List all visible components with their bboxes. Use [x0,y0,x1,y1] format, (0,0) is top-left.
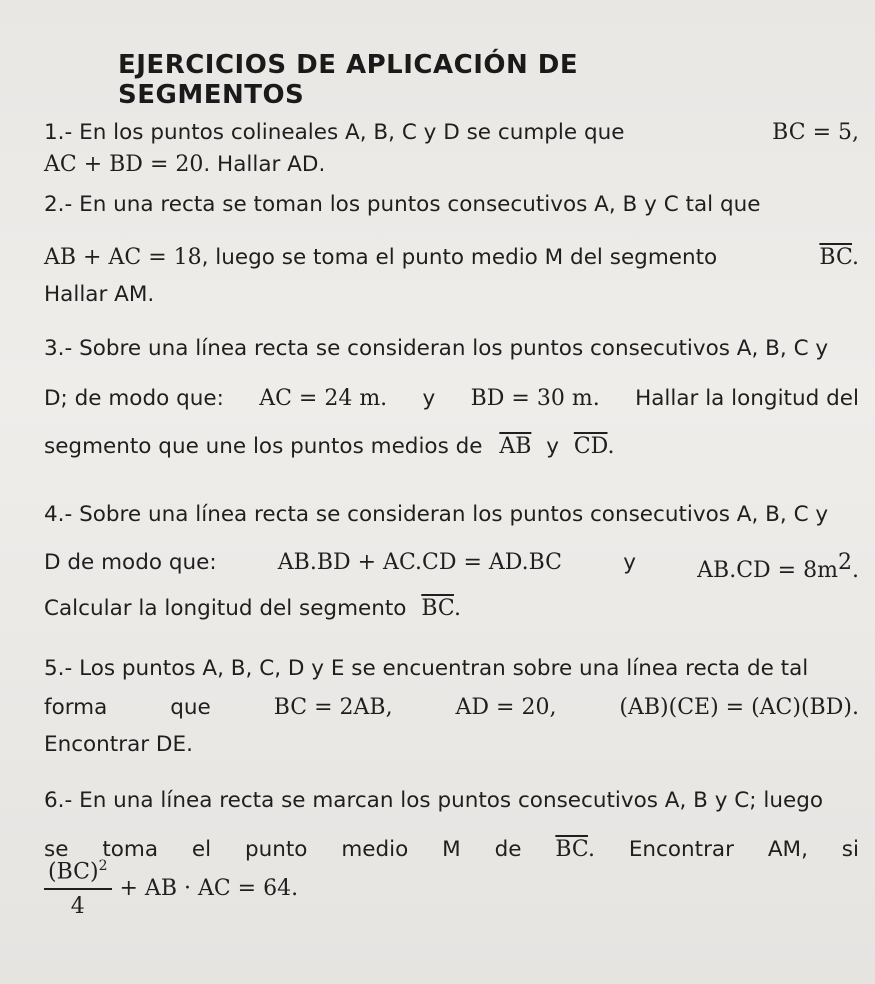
exercise-5-question: Encontrar DE. [44,732,193,757]
exercise-4-line-1: 4.- Sobre una línea recta se consideran los puntos consecutivos A, B, C y [44,502,829,527]
numerator-text: (BC) [48,859,99,885]
exercise-6-word: toma [102,837,159,862]
page-title: EJERCICIOS DE APLICACIÓN DE SEGMENTOS [118,50,579,110]
exercise-6-word: Encontrar [628,837,734,862]
exercise-3-segment-ab: $\overline{AB}$ [499,434,532,459]
exercise-6-equation [44,858,298,919]
exercise-6-word: el [191,837,212,862]
exercise-4-equation-2: AB.CD = 8m [697,558,838,584]
exercise-2-equation: AB + AC = 18 [44,245,202,270]
exercise-3-y-2: y [546,434,559,459]
exercise-4-equation-1: AB.BD + AC.CD = AD.BC [277,550,563,575]
exercise-4-dot: . [851,558,859,584]
exercise-3-question: segmento que une los puntos medios de [44,434,483,459]
exercise-5-line-1: 5.- Los puntos A, B, C, D y E se encuentran sobre una línea recta de tal [44,656,809,681]
exercise-5-word-forma: forma [44,695,108,720]
exercise-4-line-3 [44,594,859,624]
exercise-1-line-1 [44,118,859,148]
exercise-3-y: y [422,386,436,411]
exercise-5-equation-1: BC = 2AB, [273,695,393,720]
exercise-4-dot-2: . [453,596,461,621]
exercise-6-word: medio [341,837,409,862]
exercise-4-text-a: D de modo que: [44,550,217,575]
exercise-6-equation-rest: + AB · AC = 64. [119,876,299,902]
exercise-2-line-2 [44,243,859,273]
exercise-3-equation-2: BD = 30 m. [470,386,600,411]
exercise-1-equation-1: BC = 5, [772,120,859,145]
exercise-3-line-2 [44,384,859,414]
exercise-1-line-2 [44,150,859,180]
exercise-6-word: M [442,837,461,862]
exercise-3-line-3 [44,432,859,462]
exercise-2-question: Hallar AM. [44,282,155,307]
exercise-4-question: Calcular la longitud del segmento [44,596,407,621]
exercise-3-dot: . [607,434,615,459]
exercise-4-segment-bc: $\overline{BC}$ [421,596,454,621]
exercise-5-equation-2: AD = 20, [455,695,557,720]
exercise-3-segment-cd: $\overline{CD}$ [573,434,608,459]
exercise-4-line-2 [44,548,859,586]
exercise-3-equation-1: AC = 24 m. [259,386,388,411]
fraction-numerator [44,858,112,890]
fraction-denominator: 4 [70,894,85,920]
exercise-5-word-que: que [170,695,211,720]
exercise-6-word: si [841,837,859,862]
exercise-6-word: AM, [767,837,808,862]
exercise-5-line-2 [44,693,859,723]
exercise-2-dot: . [852,245,859,270]
exercise-6-line-1: 6.- En una línea recta se marcan los puntos consecutivos A, B y C; luego [44,788,823,813]
exercise-5-equation-3: (AB)(CE) = (AC)(BD). [619,695,859,720]
exercise-1-equation-2: AC + BD = 20 [44,152,204,177]
exercise-2-text: , luego se toma el punto medio M del segmento [201,245,718,270]
exercise-1-question: . Hallar AD. [203,152,326,177]
exercise-2-line-1: 2.- En una recta se toman los puntos consecutivos A, B y C tal que [44,192,761,217]
exercise-3-line-1: 3.- Sobre una línea recta se consideran los puntos consecutivos A, B, C y [44,336,829,361]
exercise-6-segment-bc: $\overline{BC}$ [555,837,588,862]
exercise-6-word: punto [244,837,308,862]
exercise-1-text: 1.- En los puntos colineales A, B, C y D se cumple que [44,120,625,145]
numerator-exponent: 2 [98,858,108,874]
exercise-6-dot: . [587,837,595,862]
exercise-6-word: de [494,837,522,862]
exercise-6-word: se [44,837,69,862]
exercise-3-text-b: Hallar la longitud del [635,386,859,411]
exercise-4-y: y [623,550,636,575]
exercise-3-text-a: D; de modo que: [44,386,224,411]
exercise-2-segment-bc: $\overline{BC}$ [819,245,852,270]
fraction [44,858,112,919]
exercise-4-exponent: 2 [837,550,852,575]
